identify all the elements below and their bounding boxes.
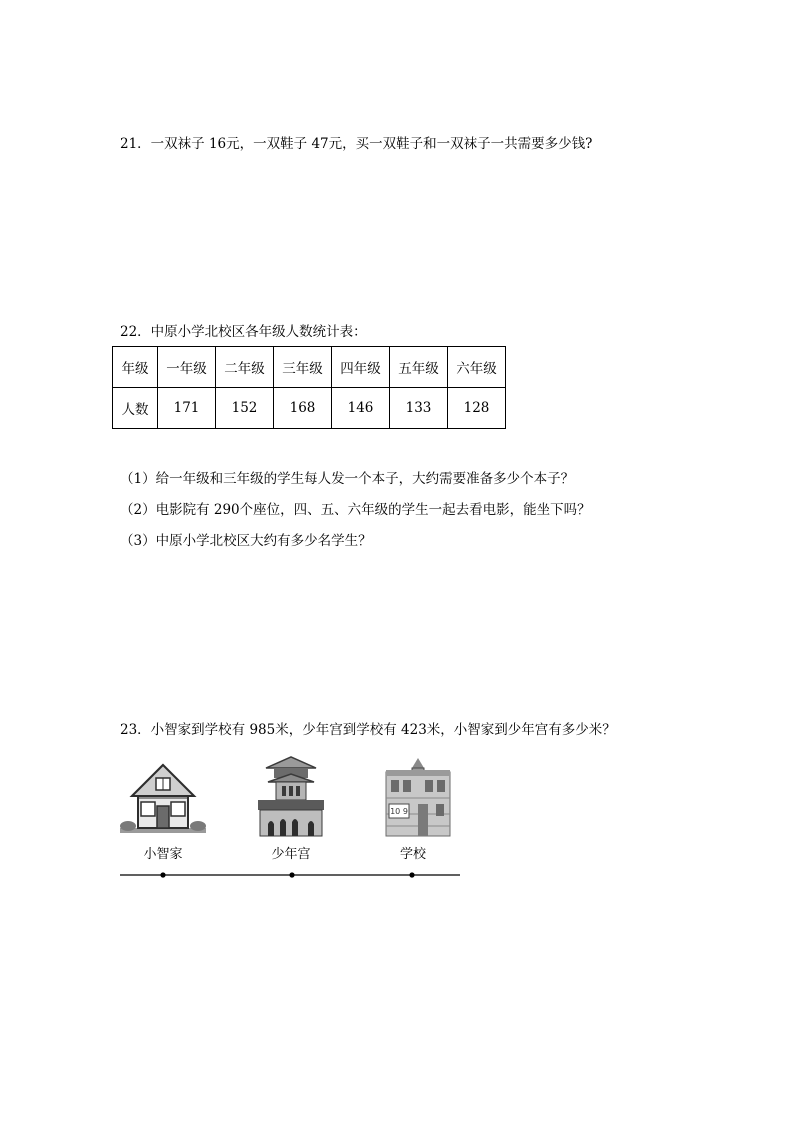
table-count-cell: 171	[158, 388, 216, 429]
point-school	[409, 872, 414, 877]
table-grade-cell: 五年级	[390, 347, 448, 388]
point-youth-palace	[289, 872, 294, 877]
table-row-grades	[113, 347, 506, 388]
question-22-sub-2: （2）电影院有 290个座位，四、五、六年级的学生一起去看电影，能坐下吗？	[120, 502, 591, 518]
question-21-text: 21．一双袜子 16元，一双鞋子 47元，买一双鞋子和一双袜子一共需要多少钱?	[120, 136, 593, 152]
place-label-school: 学校	[399, 847, 426, 862]
school-icon	[384, 756, 452, 838]
table-grade-cell: 三年级	[274, 347, 332, 388]
question-22-sub-1: （1）给一年级和三年级的学生每人发一个本子，大约需要准备多少个本子？	[120, 471, 575, 487]
table-grade-cell: 四年级	[332, 347, 390, 388]
table-count-cell: 128	[448, 388, 506, 429]
table-count-cell: 152	[216, 388, 274, 429]
table-grade-cell: 二年级	[216, 347, 274, 388]
route-line	[118, 866, 464, 880]
table-header-label: 年级	[113, 347, 158, 388]
point-home	[160, 872, 165, 877]
palace-icon	[256, 754, 326, 838]
question-22-sub-3: （3）中原小学北校区大约有多少名学生？	[120, 533, 372, 549]
table-count-cell: 168	[274, 388, 332, 429]
table-count-cell: 146	[332, 388, 390, 429]
table-count-cell: 133	[390, 388, 448, 429]
question-23-text: 23．小智家到学校有 985米，少年宫到学校有 423米，小智家到少年宫有多少米？	[120, 722, 616, 738]
grade-count-table	[112, 346, 506, 429]
table-row-label: 人数	[113, 388, 158, 429]
house-icon	[118, 762, 208, 836]
school-sign: 10 9	[390, 807, 408, 816]
place-label-youth-palace: 少年宫	[271, 847, 311, 862]
table-grade-cell: 六年级	[448, 347, 506, 388]
question-22-text: 22．中原小学北校区各年级人数统计表：	[120, 324, 367, 340]
place-label-home: 小智家	[143, 847, 183, 862]
table-grade-cell: 一年级	[158, 347, 216, 388]
table-row-counts	[113, 388, 506, 429]
